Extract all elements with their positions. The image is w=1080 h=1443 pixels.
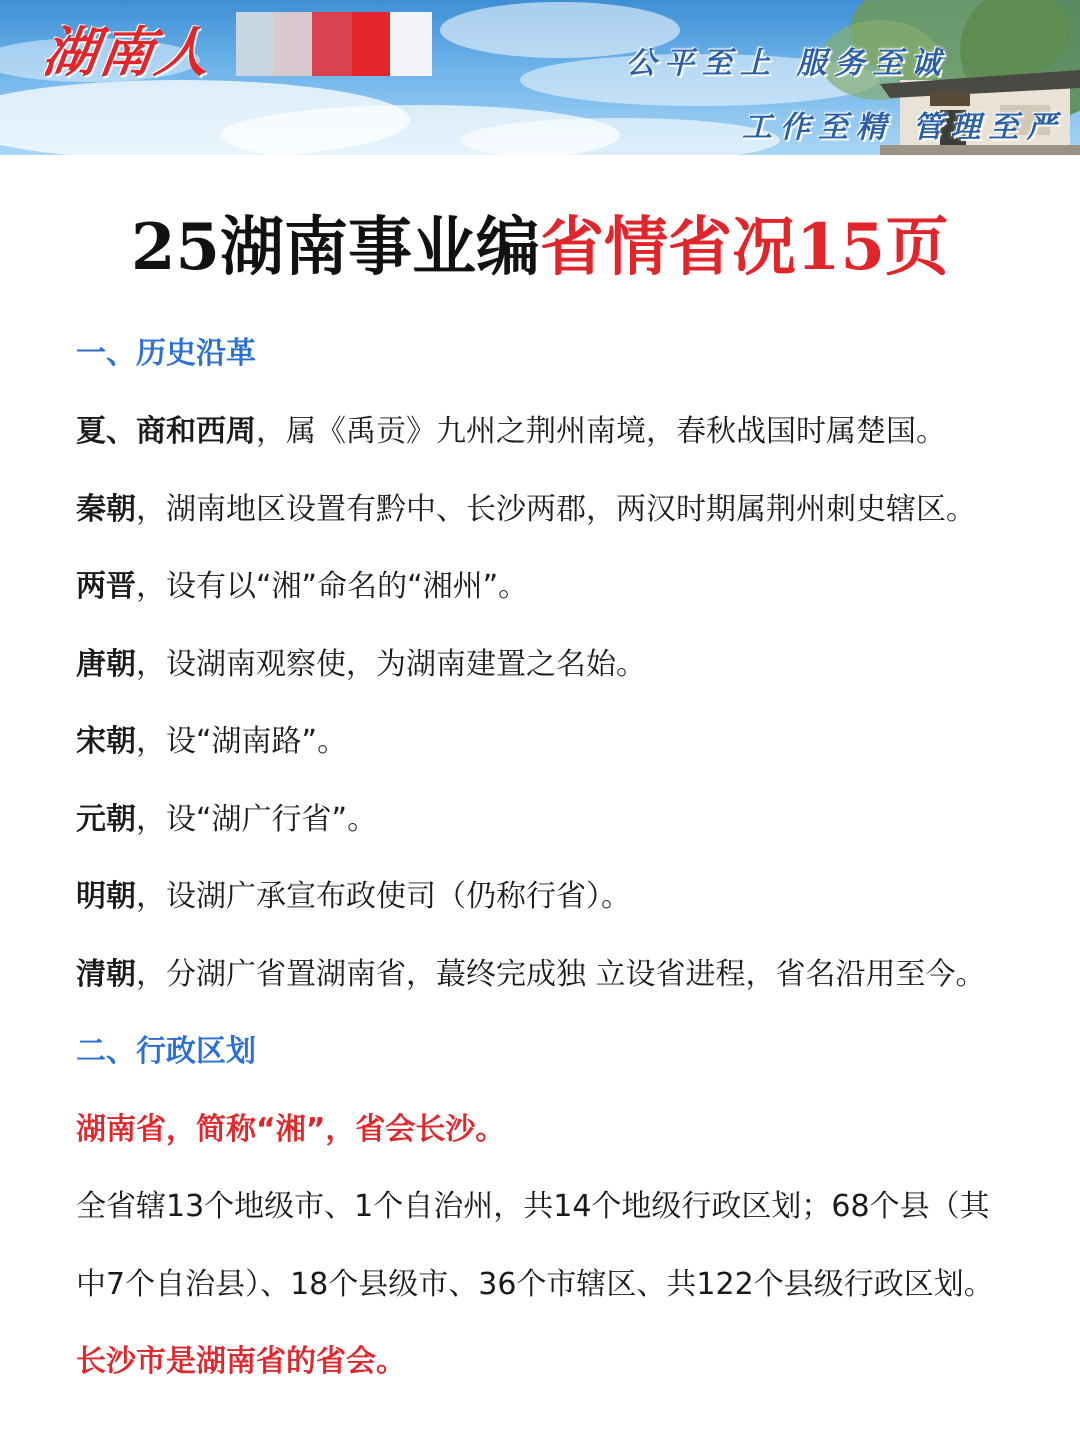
history-term: 秦朝	[76, 492, 136, 527]
history-item	[76, 800, 377, 840]
history-text: ，设湖广承宣布政使司（仍称行省）。	[136, 879, 631, 914]
title-black-part: 25湖南事业编	[130, 210, 540, 285]
highlight-province-summary: 湖南省，简称“湘”，省会长沙。	[76, 1112, 506, 1147]
header-banner	[0, 0, 1080, 155]
history-text: ，湖南地区设置有黔中、长沙两郡，两汉时期属荆州刺史辖区。	[136, 492, 976, 527]
history-text: ，设“湖南路”。	[136, 724, 348, 759]
banner-slogan-line1: 公平至上 服务至诚	[626, 46, 949, 81]
history-text: ，分湖广省置湖南省，蕞终完成独 立设省进程，省名沿用至今。	[136, 957, 986, 992]
history-term: 明朝	[76, 879, 136, 914]
banner-pixelated-block	[236, 12, 432, 76]
history-item	[76, 955, 986, 995]
highlight-capital: 长沙市是湖南省的省会。	[76, 1344, 406, 1379]
history-item	[76, 567, 528, 607]
page-title	[0, 196, 1080, 288]
history-text: ，属《禹贡》九州之荆州南境，春秋战国时属楚国。	[256, 414, 946, 449]
history-term: 元朝	[76, 802, 136, 837]
history-term: 唐朝	[76, 647, 136, 682]
banner-brand-logo: 湖南人	[39, 20, 217, 84]
history-item	[76, 412, 946, 452]
history-term: 夏、商和西周	[76, 414, 256, 449]
history-item	[76, 722, 347, 762]
history-text: ，设有以“湘”命名的“湘州”。	[136, 569, 529, 604]
history-item	[76, 645, 646, 685]
section-heading-divisions: 二、行政区划	[76, 1034, 256, 1069]
history-text: ，设湖南观察使，为湖南建置之名始。	[136, 647, 646, 682]
banner-slogan-line2: 工作至精 管理至严	[742, 110, 1065, 145]
section-heading-history: 一、历史沿革	[76, 336, 256, 371]
history-term: 宋朝	[76, 724, 136, 759]
title-red-part: 省情省况15页	[540, 210, 950, 285]
divisions-paragraph-line1: 全省辖13个地级市、1个自治州，共14个地级行政区划；68个县（其	[76, 1189, 990, 1224]
divisions-paragraph-line2: 中7个自治县）、18个县级市、36个市辖区、共122个县级行政区划。	[76, 1267, 994, 1302]
history-text: ，设“湖广行省”。	[136, 802, 378, 837]
history-item	[76, 877, 631, 917]
history-term: 两晋	[76, 569, 136, 604]
history-term: 清朝	[76, 957, 136, 992]
history-item	[76, 490, 976, 530]
